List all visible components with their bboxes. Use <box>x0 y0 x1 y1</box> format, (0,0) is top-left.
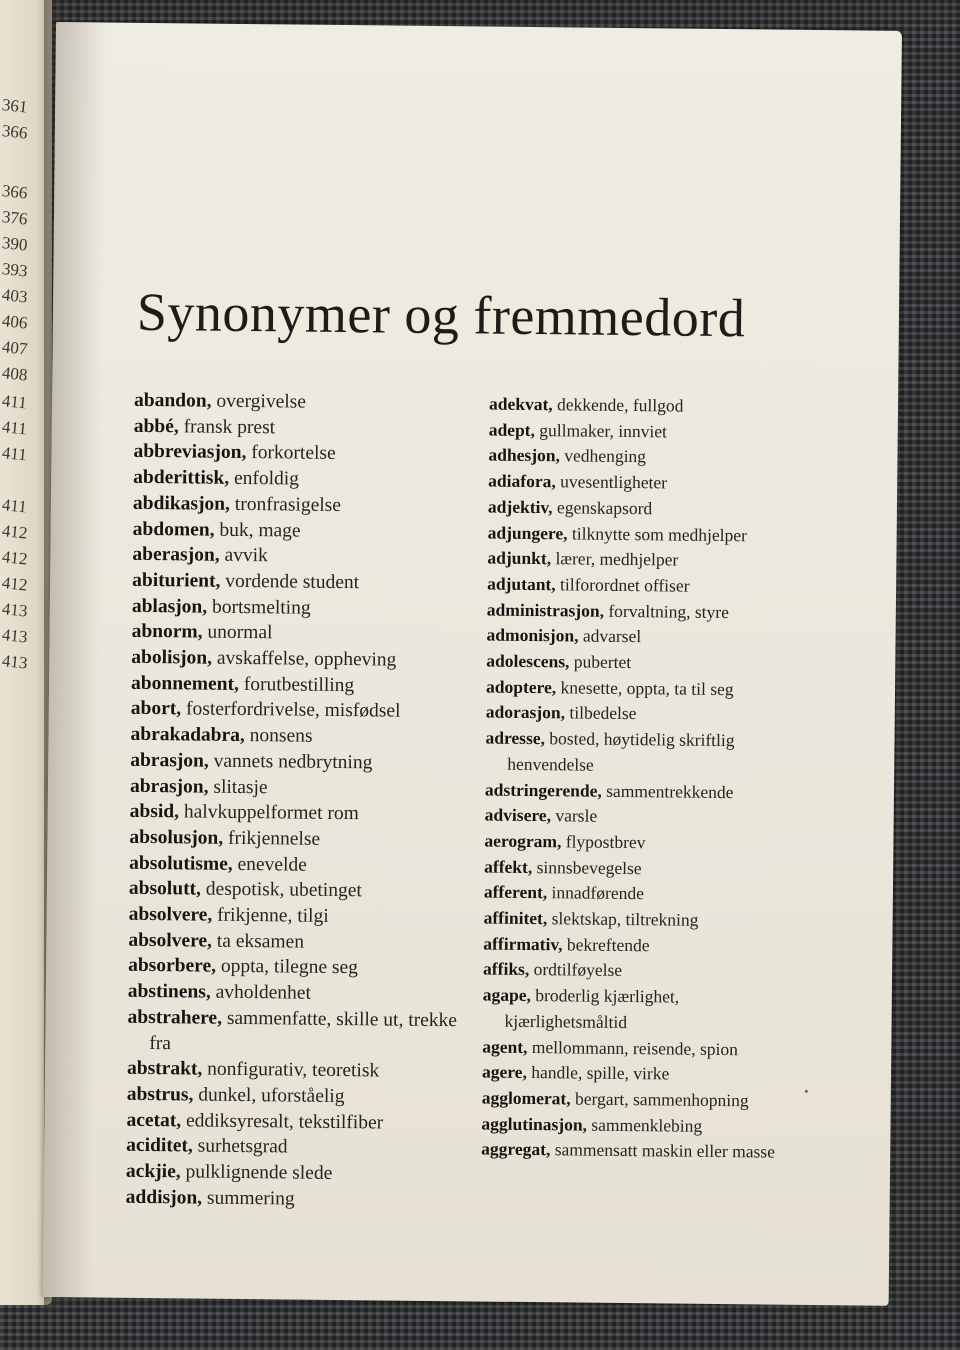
entry-definition: unormal <box>207 621 273 644</box>
dictionary-entry: adolescens, pubertet <box>486 650 632 673</box>
entry-definition: handle, spille, virke <box>531 1062 670 1084</box>
entry-definition: knesette, oppta, ta til seg <box>560 677 734 699</box>
entry-definition: vannets nedbrytning <box>213 750 373 774</box>
entry-term: adstringerende <box>484 779 598 801</box>
entry-term: ackjie <box>125 1160 176 1183</box>
dictionary-entry: abdikasjon, tronfrasigelse <box>132 492 342 516</box>
dictionary-entry: abrasjon, slitasje <box>129 775 268 798</box>
entry-term: abandon <box>133 389 207 412</box>
entry-definition: avvik <box>224 545 268 567</box>
entry-term: adoptere <box>485 676 552 697</box>
margin-number: 366 <box>1 181 29 203</box>
dictionary-entry: affiks, ordtilføyelse <box>483 958 623 981</box>
entry-term: adjunkt <box>487 547 547 569</box>
dictionary-entry: acetat, eddiksyresalt, tekstilfiber <box>126 1109 384 1134</box>
entry-definition: forutbestilling <box>243 673 355 696</box>
entry-term: affekt <box>484 856 529 877</box>
entry-definition: nonsens <box>249 725 313 747</box>
dictionary-entry: adorasjon, tilbedelse <box>485 701 637 724</box>
entry-definition: buk, mage <box>219 519 301 542</box>
entry-definition: advarsel <box>582 625 642 647</box>
entry-definition: bekreftende <box>566 934 650 956</box>
entry-term: absolutisme <box>129 852 228 875</box>
entry-definition: vordende student <box>225 570 360 594</box>
entry-definition: forvaltning, styre <box>608 600 730 622</box>
dictionary-entry: agglomerat, bergart, sammenhopning <box>481 1087 749 1111</box>
entry-term: ablasjon <box>131 595 203 618</box>
entry-definition: ta eksamen <box>216 930 305 953</box>
dictionary-entry: afferent, innadførende <box>483 881 645 904</box>
dictionary-entry: affekt, sinnsbevegelse <box>484 856 642 878</box>
dictionary-entry: admonisjon, advarsel <box>486 624 642 647</box>
entry-definition: bosted, høytidelig skriftlig henvendelse <box>507 728 735 775</box>
margin-number: 361 <box>1 95 29 117</box>
margin-number: 376 <box>1 207 29 229</box>
entry-term: absolusjon <box>129 826 219 849</box>
entry-term: adhesjon <box>488 444 556 466</box>
dictionary-entry: abderittisk, enfoldig <box>133 466 300 490</box>
entry-definition: sinnsbevegelse <box>536 856 642 878</box>
entry-term: advisere <box>484 804 547 826</box>
entry-definition: broderlig kjærlighet, kjærlighetsmåltid <box>504 985 680 1032</box>
dictionary-entry: absolvere, frikjenne, tilgi <box>128 903 329 927</box>
entry-term: adjutant <box>487 573 552 595</box>
entry-term: absolutt <box>128 878 197 900</box>
margin-number: 393 <box>1 259 29 281</box>
entry-term: abdikasjon <box>132 492 226 515</box>
dictionary-entry: aberasjon, avvik <box>132 544 268 567</box>
dictionary-entry: abstrus, dunkel, uforståelig <box>126 1083 345 1108</box>
dictionary-entry: affirmativ, bekreftende <box>483 933 650 956</box>
entry-definition: frikjennelse <box>227 827 321 850</box>
dictionary-entry: aggregat, sammensatt maskin eller masse <box>481 1138 776 1162</box>
dictionary-entry: abstinens, avholdenhet <box>127 980 312 1004</box>
entry-definition: tilbedelse <box>569 702 637 724</box>
entry-definition: overgivelse <box>216 390 307 413</box>
entry-definition: flypostbrev <box>565 831 646 853</box>
entry-term: abstinens <box>127 980 206 1003</box>
margin-number: 408 <box>1 363 29 385</box>
entry-term: abrakadabra <box>130 723 241 747</box>
entry-definition: mellommann, reisende, spion <box>531 1036 739 1059</box>
dictionary-entry: ablasjon, bortsmelting <box>131 595 311 619</box>
dictionary-entry: abstrahere, sammenfatte, skille ut, trekke fra <box>127 1006 458 1054</box>
entry-term: abiturient <box>132 569 216 592</box>
dictionary-entry: adjunkt, lærer, medhjelper <box>487 547 679 570</box>
dictionary-entry: absolutt, despotisk, ubetinget <box>128 878 362 902</box>
dictionary-entry: absorbere, oppta, tilegne seg <box>128 955 359 979</box>
entry-term: aberasjon <box>132 544 215 566</box>
entry-definition: ordtilføyelse <box>533 959 623 981</box>
entry-definition: surhetsgrad <box>197 1135 288 1158</box>
entry-definition: sammentrekkende <box>606 780 734 802</box>
entry-definition: pulklignende slede <box>185 1161 333 1185</box>
entry-term: afferent <box>483 881 543 903</box>
entry-term: adiafora <box>488 470 552 492</box>
dictionary-entry: adjutant, tilforordnet offiser <box>487 573 690 596</box>
entry-term: abonnement <box>130 672 235 695</box>
entry-definition: innadførende <box>551 882 645 904</box>
entry-term: adekvat <box>488 393 549 415</box>
entry-term: abort <box>130 698 177 720</box>
entry-definition: slektskap, tiltrekning <box>551 908 699 930</box>
dictionary-entry: adekvat, dekkende, fullgod <box>488 393 684 416</box>
entry-term: agglutinasjon <box>481 1113 583 1135</box>
margin-number: 407 <box>1 337 29 359</box>
dictionary-entry: adoptere, knesette, oppta, ta til seg <box>485 676 734 699</box>
left-entry-column <box>126 388 480 1214</box>
margin-number: 411 <box>1 443 28 465</box>
entry-term: agent <box>482 1036 524 1057</box>
entry-definition: despotisk, ubetinget <box>205 878 362 902</box>
entry-definition: summering <box>206 1187 295 1210</box>
dictionary-entry: absolutisme, enevelde <box>129 852 307 876</box>
margin-number: 412 <box>1 573 29 595</box>
dictionary-entry: affinitet, slektskap, tiltrekning <box>483 907 699 930</box>
entry-definition: gullmaker, innviet <box>539 419 668 442</box>
dictionary-entry: abdomen, buk, mage <box>132 518 301 542</box>
entry-term: abderittisk <box>133 466 225 489</box>
entry-term: affirmativ <box>483 933 559 955</box>
margin-number: 413 <box>1 625 29 647</box>
entry-definition: enevelde <box>237 853 307 876</box>
dictionary-entry: abrasjon, vannets nedbrytning <box>130 749 373 774</box>
margin-number: 403 <box>1 285 29 307</box>
entry-term: affiks <box>483 958 526 980</box>
page-title: Synonymer og fremmedord <box>136 281 746 349</box>
entry-term: agere <box>481 1061 523 1083</box>
dictionary-entry: abort, fosterfordrivelse, misfødsel <box>130 698 401 723</box>
margin-number: 412 <box>1 547 29 569</box>
entry-term: adorasjon <box>485 701 561 723</box>
dictionary-entry: adhesjon, vedhenging <box>488 444 647 467</box>
dictionary-entry: adept, gullmaker, innviet <box>488 419 668 442</box>
entry-term: absolvere <box>128 929 208 952</box>
entry-term: admonisjon <box>486 624 575 646</box>
entry-definition: tilforordnet offiser <box>559 574 690 596</box>
entry-definition: forkortelse <box>251 442 336 465</box>
dictionary-entry: adjektiv, egenskapsord <box>487 496 653 519</box>
entry-term: abbreviasjon <box>133 441 242 464</box>
entry-definition: avskaffelse, oppheving <box>216 647 397 671</box>
entry-term: aerogram <box>484 830 558 852</box>
entry-definition: halvkuppelformet rom <box>183 801 359 825</box>
entry-definition: sammenfatte, skille ut, trekke fra <box>149 1007 458 1054</box>
entry-term: addisjon <box>125 1186 198 1209</box>
entry-term: abstrus <box>126 1083 189 1106</box>
entry-definition: frikjenne, tilgi <box>217 904 329 927</box>
margin-number: 411 <box>1 417 28 439</box>
margin-number: 411 <box>1 391 28 413</box>
entry-definition: dunkel, uforståelig <box>198 1084 345 1108</box>
dictionary-entry: abandon, overgivelse <box>133 389 307 413</box>
dictionary-entry: advisere, varsle <box>484 804 598 826</box>
entry-definition: slitasje <box>213 776 268 798</box>
entry-definition: vedhenging <box>564 445 647 467</box>
dictionary-entry: abonnement, forutbestilling <box>130 672 355 696</box>
entry-term: abdomen <box>132 518 210 541</box>
entry-definition: varsle <box>555 805 598 826</box>
entry-definition: dekkende, fullgod <box>556 394 684 416</box>
entry-term: absorbere <box>128 955 212 978</box>
dictionary-entry: agere, handle, spille, virke <box>481 1061 670 1084</box>
entry-term: agape <box>482 984 527 1006</box>
dictionary-entry: absolvere, ta eksamen <box>128 929 305 953</box>
entry-term: abstrakt <box>126 1058 198 1080</box>
entry-definition: pubertet <box>573 651 632 673</box>
dictionary-entry: adjungere, tilknytte som medhjelper <box>487 522 748 545</box>
entry-term: affinitet <box>483 907 544 929</box>
dictionary-entry: abbé, fransk prest <box>133 415 276 439</box>
entry-definition: enfoldig <box>233 467 300 490</box>
entry-definition: avholdenhet <box>215 981 312 1004</box>
entry-definition: sammenklebing <box>591 1114 703 1136</box>
dictionary-entry: aerogram, flypostbrev <box>484 830 646 853</box>
entry-term: abolisjon <box>131 646 208 669</box>
dictionary-entry: abbreviasjon, forkortelse <box>133 441 336 465</box>
entry-definition: bergart, sammenhopning <box>574 1088 749 1111</box>
book-page <box>43 22 902 1306</box>
margin-number: 413 <box>1 599 29 621</box>
entry-term: acetat <box>126 1109 177 1132</box>
entry-definition: nonfigurativ, teoretisk <box>207 1058 380 1082</box>
entry-term: abnorm <box>131 621 198 643</box>
margin-number: 406 <box>1 311 29 333</box>
dictionary-entry: abnorm, unormal <box>131 621 273 644</box>
dictionary-entry: absid, halvkuppelformet rom <box>129 801 359 825</box>
margin-number: 413 <box>1 651 29 673</box>
entry-term: aciditet <box>126 1135 189 1157</box>
entry-definition: sammensatt maskin eller masse <box>554 1139 776 1162</box>
entry-definition: bortsmelting <box>211 596 311 619</box>
dictionary-entry: abiturient, vordende student <box>132 569 360 594</box>
margin-number: 390 <box>1 233 29 255</box>
entry-term: abrasjon <box>130 749 205 772</box>
margin-number: 366 <box>1 121 29 143</box>
dictionary-entry: agglutinasjon, sammenklebing <box>481 1113 703 1136</box>
entry-definition: fosterfordrivelse, misfødsel <box>185 698 401 723</box>
dictionary-entry: adiafora, uvesentligheter <box>488 470 668 493</box>
entry-term: adjungere <box>487 522 564 543</box>
dictionary-entry: ackjie, pulklignende slede <box>125 1160 333 1185</box>
entry-term: abstrahere <box>127 1006 218 1029</box>
entry-term: abbé <box>133 415 174 437</box>
entry-definition: oppta, tilegne seg <box>220 956 359 979</box>
entry-definition: uvesentligheter <box>560 471 668 493</box>
entry-term: agglomerat <box>481 1087 567 1109</box>
entry-term: abrasjon <box>129 775 204 798</box>
dictionary-entry: absolusjon, frikjennelse <box>129 826 321 850</box>
dictionary-entry: abolisjon, avskaffelse, oppheving <box>131 646 397 671</box>
right-entry-column <box>481 392 809 1166</box>
dictionary-entry: administrasjon, forvaltning, styre <box>486 599 730 622</box>
entry-term: adresse <box>485 727 541 749</box>
paper-speck <box>805 1090 808 1093</box>
entry-term: aggregat <box>481 1138 547 1160</box>
margin-number: 412 <box>1 521 29 543</box>
entry-definition: tronfrasigelse <box>234 493 342 516</box>
dictionary-entry: abrakadabra, nonsens <box>130 723 313 747</box>
entry-definition: lærer, medhjelper <box>555 548 679 570</box>
dictionary-entry: adstringerende, sammentrekkende <box>484 779 734 802</box>
entry-term: adjektiv <box>487 496 549 517</box>
dictionary-entry: abstrakt, nonfigurativ, teoretisk <box>126 1058 380 1082</box>
dictionary-entry: agape, broderlig kjærlighet, kjærlighetsmåltid <box>482 984 680 1032</box>
entry-definition: tilknytte som medhjelper <box>571 522 748 545</box>
entry-term: adept <box>488 419 531 440</box>
entry-term: adolescens <box>486 650 566 672</box>
entry-term: absid <box>129 801 175 823</box>
dictionary-entry: agent, mellommann, reisende, spion <box>482 1036 739 1059</box>
entry-term: absolvere <box>128 903 208 926</box>
entry-definition: eddiksyresalt, tekstilfiber <box>185 1110 384 1134</box>
dictionary-entry: adresse, bosted, høytidelig skriftlig henvendelse <box>485 727 735 775</box>
dictionary-entry: aciditet, surhetsgrad <box>126 1135 288 1158</box>
entry-definition: fransk prest <box>183 416 276 439</box>
entry-definition: egenskapsord <box>556 497 653 519</box>
dictionary-entry: addisjon, summering <box>125 1186 295 1210</box>
margin-number: 411 <box>1 495 28 517</box>
entry-term: administrasjon <box>486 599 600 621</box>
